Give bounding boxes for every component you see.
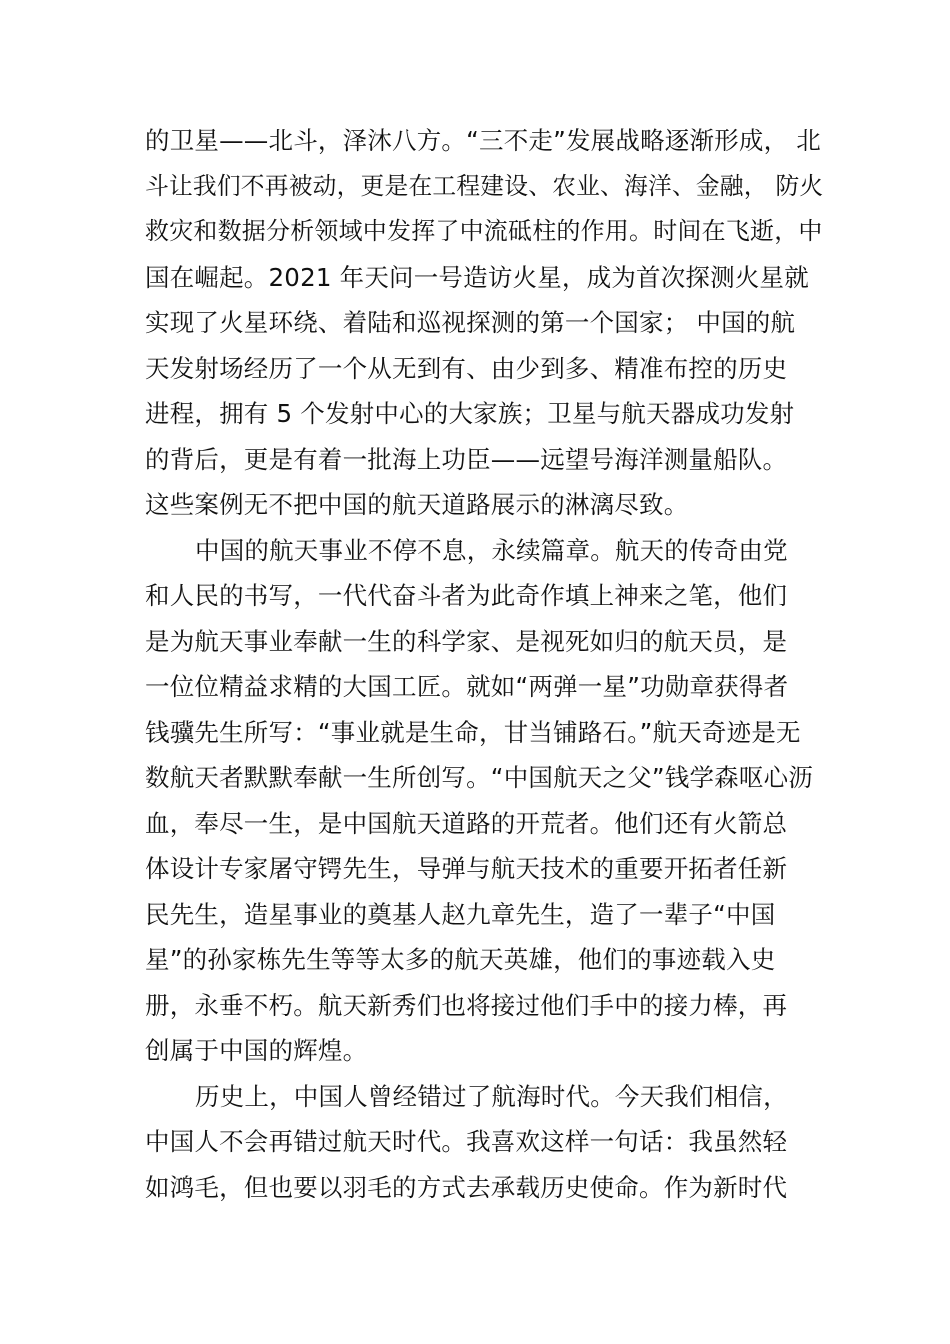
text-line: 民先生，造星事业的奠基人赵九章先生，造了一辈子“中国	[145, 899, 776, 929]
text-line: 历史上，中国人曾经错过了航海时代。今天我们相信，	[195, 1081, 788, 1111]
text-line: 数航天者默默奉献一生所创写。“中国航天之父”钱学森呕心沥	[145, 763, 813, 792]
body-text	[145, 118, 825, 1210]
text-line: 和人民的书写，一代代奋斗者为此奇作填上神来之笔，他们	[145, 581, 788, 610]
text-line: 星”的孙家栋先生等等太多的航天英雄，他们的事迹载入史	[145, 945, 776, 974]
text-line: 救灾和数据分析领域中发挥了中流砥柱的作用。时间在飞逝，中	[145, 217, 823, 245]
text-line: 的背后，更是有着一批海上功臣——远望号海洋测量船队。	[145, 444, 788, 474]
text-line: 实现了火星环绕、着陆和巡视探测的第一个国家； 中国的航	[145, 308, 796, 337]
text-line: 国在崛起。2021 年天问一号造访火星，成为首次探测火星就	[145, 262, 809, 292]
text-line: 这些案例无不把中国的航天道路展示的淋漓尽致。	[145, 490, 689, 519]
text-line: 如鸿毛，但也要以羽毛的方式去承载历史使命。作为新时代	[145, 1172, 788, 1202]
text-line: 创属于中国的辉煌。	[145, 1036, 368, 1065]
text-line: 钱骥先生所写：“事业就是生命，甘当铺路石。”航天奇迹是无	[145, 717, 801, 747]
text-line: 册，永垂不朽。航天新秀们也将接过他们手中的接力棒，再	[145, 990, 788, 1020]
text-line: 进程，拥有 5 个发射中心的大家族；卫星与航天器成功发射	[145, 399, 795, 428]
text-line: 体设计专家屠守锷先生，导弹与航天技术的重要开拓者任新	[145, 854, 788, 883]
text-line: 的卫星——北斗，泽沐八方。“三不走”发展战略逐渐形成， 北	[145, 126, 821, 155]
text-line: 天发射场经历了一个从无到有、由少到多、精准布控的历史	[145, 353, 788, 383]
text-line: 血，奉尽一生，是中国航天道路的开荒者。他们还有火箭总	[145, 808, 788, 838]
text-line: 斗让我们不再被动，更是在工程建设、农业、海洋、金融， 防火	[145, 171, 824, 200]
text-line: 是为航天事业奉献一生的科学家、是视死如归的航天员，是	[145, 626, 788, 656]
text-line: 中国人不会再错过航天时代。我喜欢这样一句话：我虽然轻	[145, 1127, 788, 1156]
text-line: 中国的航天事业不停不息，永续篇章。航天的传奇由党	[195, 535, 788, 565]
text-line: 一位位精益求精的大国工匠。就如“两弹一星”功勋章获得者	[145, 672, 789, 701]
